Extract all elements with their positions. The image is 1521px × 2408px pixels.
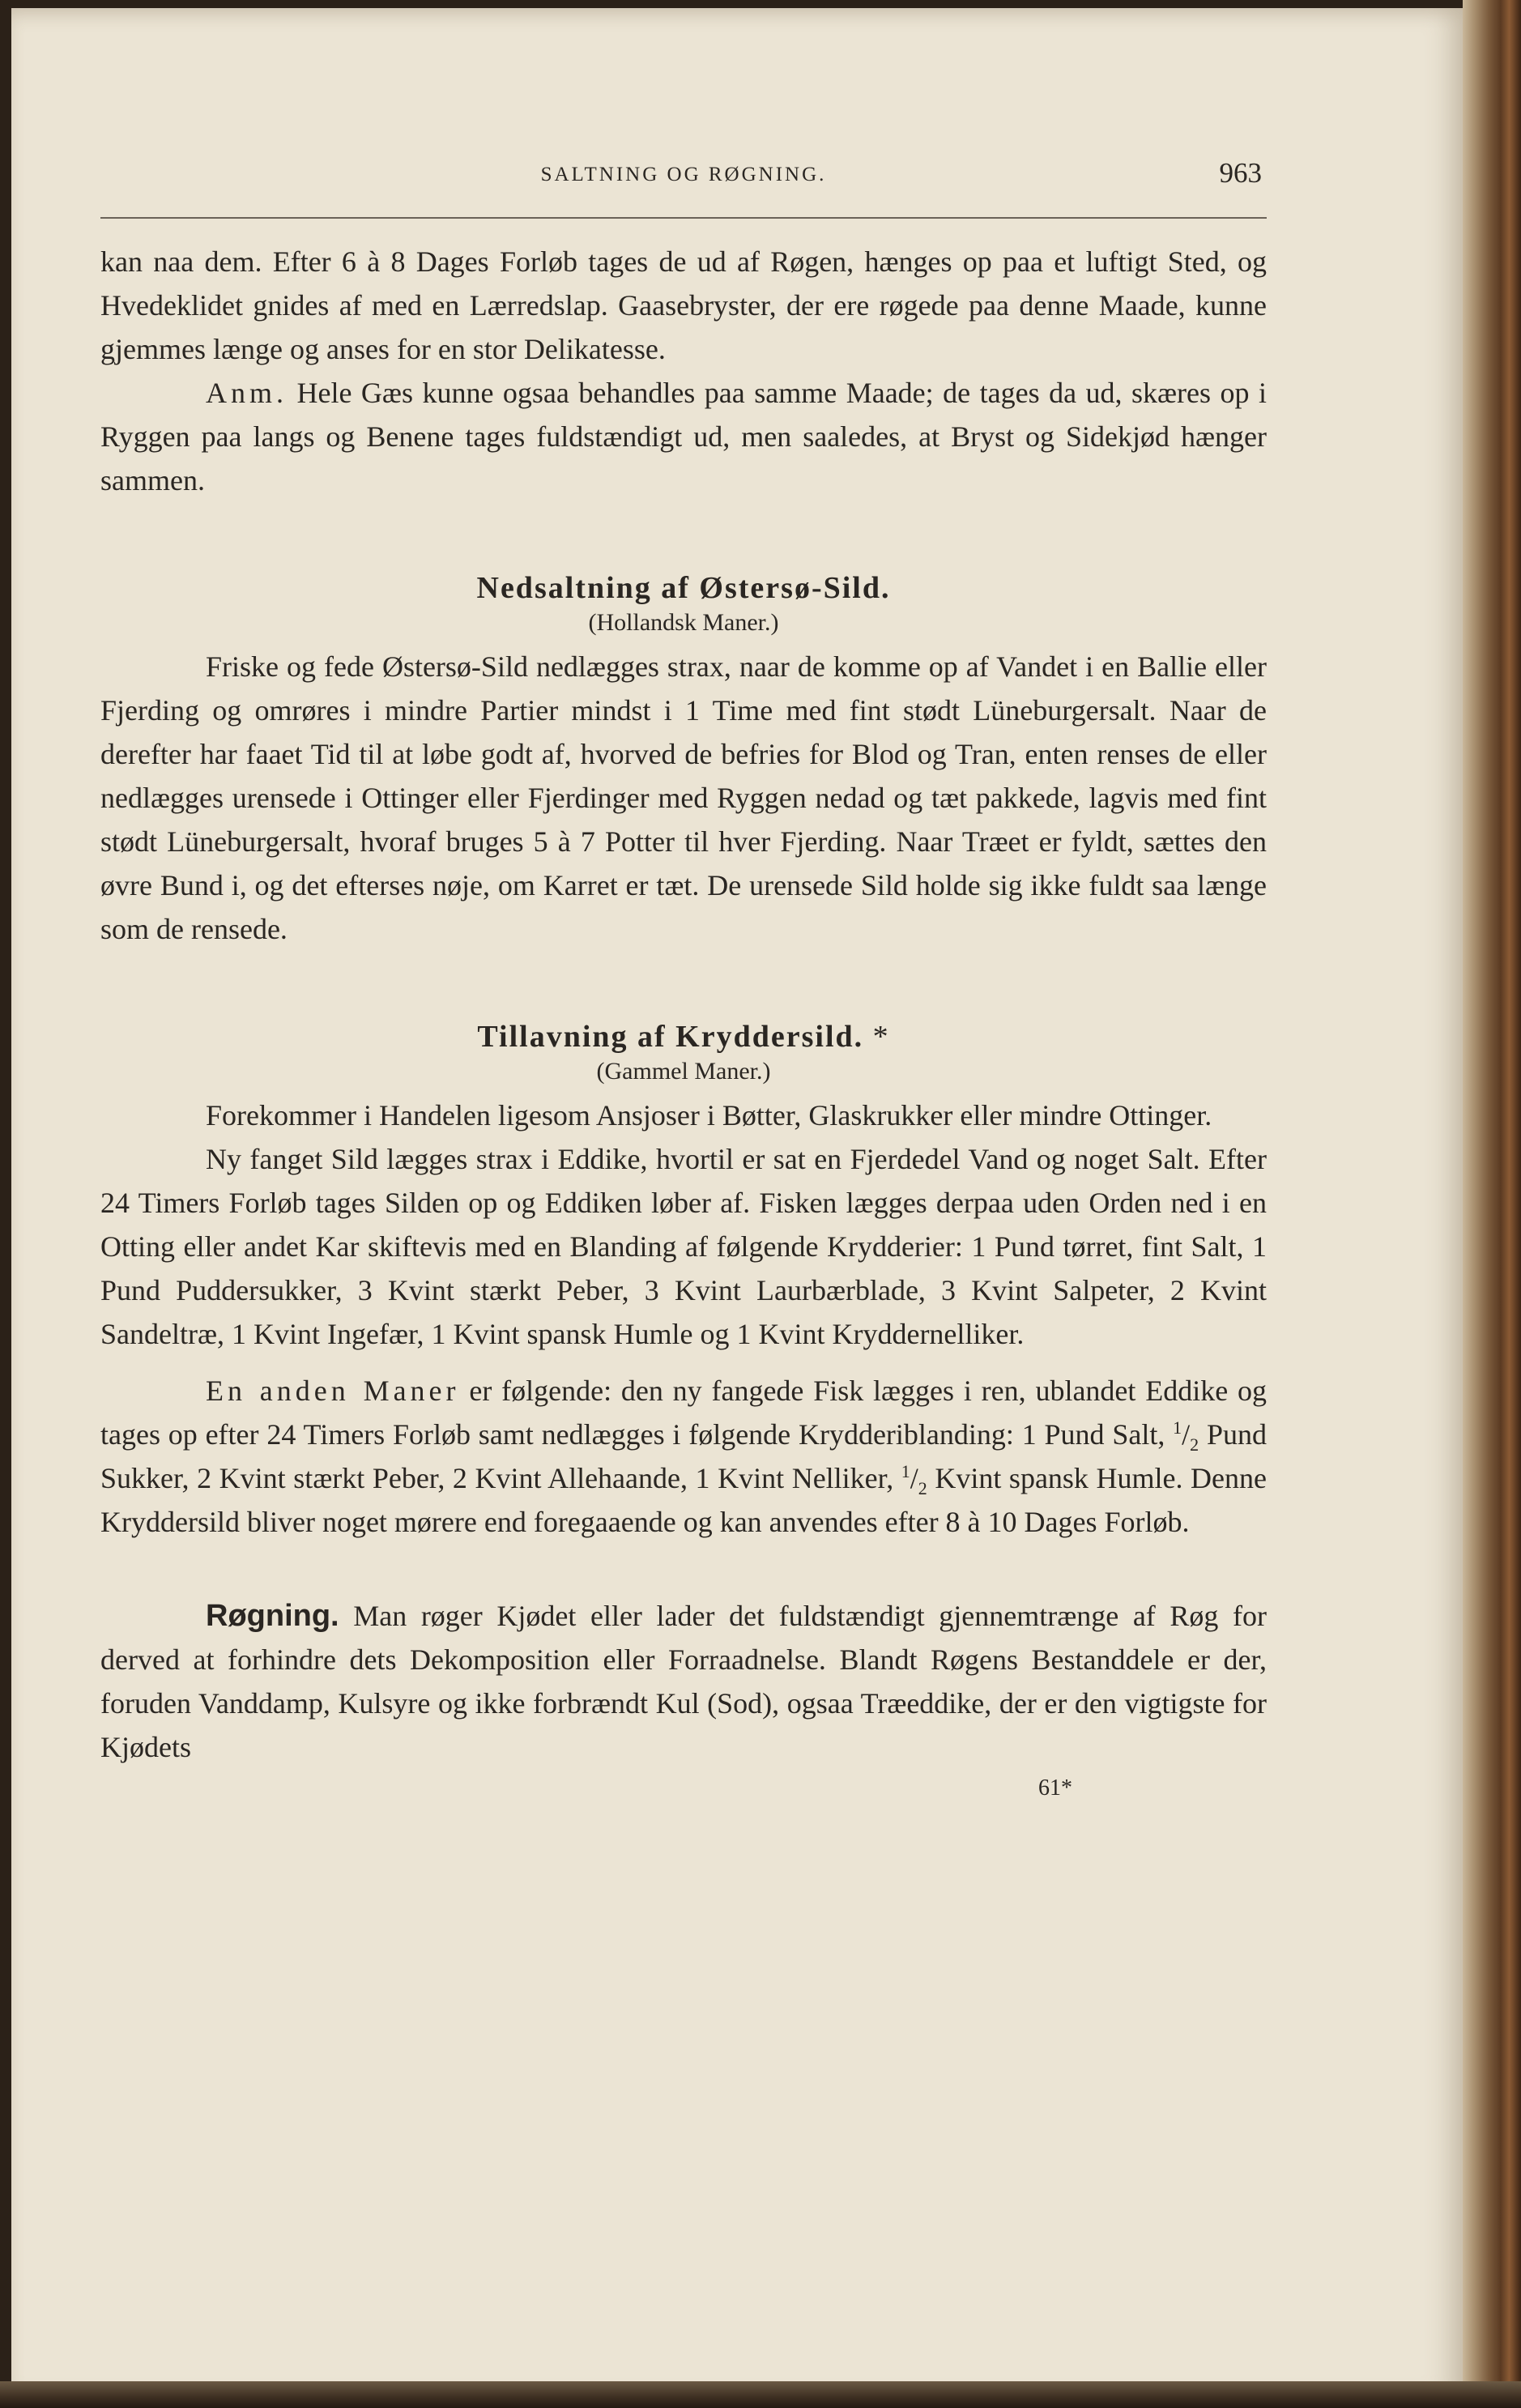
section-heading-kryddersild — [100, 1019, 1267, 1055]
book-page-edge — [1463, 0, 1521, 2408]
fraction-denominator: 2 — [1190, 1434, 1199, 1455]
p3-text-c: Kvint spansk Humle. Denne Kryddersild bliver noget mørere end foregaaende og kan anvendes efter 8 à 10 Dages Forløb. — [100, 1462, 1268, 1538]
anm-text: Hele Gæs kunne ogsaa behandles paa samme Maade; de tages da ud, skæres op i Ryggen paa langs og Benene tages fuldstændigt ud, men saaledes, at Bryst og Sidekjød hænger sammen. — [100, 377, 1267, 497]
kryddersild-paragraph-3: En anden Maner er følgende: den ny fangede Fisk lægges i ren, ublandet Eddike og tages op efter 24 Timers Forløb samt nedlægges i følgende Krydderiblanding: 1 Pund Salt, $^1/_2$ Pund Sukker, 2 Kvint stærkt Peber, 2 Kvint Allehaande, 1 Kvint Nelliker, $^1/_2$ Kvint spansk Humle. Denne Kryddersild bliver noget mørere end foregaaende og kan anvendes efter 8 à 10 Dages Forløb. — [100, 1374, 1268, 1538]
anm-label: Anm. — [206, 377, 288, 409]
p3-text-b: Pund Sukker, 2 Kvint stærkt Peber, 2 Kvint Allehaande, 1 Kvint Nelliker, — [100, 1418, 1267, 1494]
anm-paragraph — [100, 371, 1267, 502]
signature-mark: 61* — [1038, 1775, 1072, 1801]
section-subheading-hollandsk: (Hollandsk Maner.) — [588, 609, 779, 636]
kryddersild-paragraph-2: Ny fanget Sild lægges strax i Eddike, hvortil er sat en Fjerdedel Vand og noget Salt. Efter 24 Timers Forløb tages Silden op og Eddiken løber af. Fisken lægges derpaa uden Orden ned i en Otting eller andet Kar skiftevis med en Blanding af følgende Krydderier: 1 Pund tørret, fint Salt, 1 Pund Puddersukker, 3 Kvint stærkt Peber, 3 Kvint Laurbærblade, 3 Kvint Salpeter, 2 Kvint Sandeltræ, 1 Kvint Ingefær, 1 Kvint spansk Humle og 1 Kvint Kryddernelliker. — [100, 1143, 1267, 1350]
section-subheading-gammel: (Gammel Maner.) — [596, 1058, 771, 1085]
rogning-paragraph — [100, 1594, 1267, 1769]
footnote-mark: * — [863, 1020, 890, 1054]
running-title: SALTNING OG RØGNING. — [540, 164, 827, 185]
page-content — [100, 154, 1267, 1801]
book-bottom-edge — [0, 2381, 1521, 2408]
fraction-denominator-2: 2 — [918, 1478, 927, 1499]
rogning-text: Man røger Kjødet eller lader det fuldstændigt gjennemtrænge af Røg for derved at forhindre dets Dekomposition eller Forraadnelse. Blandt Røgens Bestanddele er der, foruden Vanddamp, Kulsyre og ikke forbrændt Kul (Sod), ogsaa Træeddike, der er den vigtigste for Kjødets — [100, 1600, 1267, 1763]
anden-maner-label: En anden Maner — [206, 1374, 460, 1407]
running-head — [100, 154, 1267, 202]
intro-paragraph: kan naa dem. Efter 6 à 8 Dages Forløb tages de ud af Røgen, hænges op paa et luftigt Sted, og Hvedeklidet gnides af med en Lærredslap. Gaasebryster, der ere røgede paa denne Maade, kunne gjemmes længe og anses for en stor Delikatesse. — [100, 245, 1267, 365]
fraction-numerator-2: 1 — [901, 1461, 910, 1481]
header-rule — [100, 217, 1267, 219]
kryddersild-paragraph-1: Forekommer i Handelen ligesom Ansjoser i Bøtter, Glaskrukker eller mindre Ottinger. — [206, 1099, 1212, 1132]
page-number: 963 — [1219, 157, 1262, 189]
section-heading-nedsaltning: Nedsaltning af Østersø-Sild. — [476, 571, 891, 605]
kryddersild-heading-text: Tillavning af Kryddersild. — [477, 1020, 864, 1054]
nedsaltning-paragraph: Friske og fede Østersø-Sild nedlægges strax, naar de komme op af Vandet i en Ballie eller Fjerding og omrøres i mindre Partier mindst i 1 Time med fint stødt Lüneburgersalt. Naar de derefter har faaet Tid til at løbe godt af, hvorved de befries for Blod og Tran, enten renses de eller nedlægges urensede i Ottinger eller Fjerdinger med Ryggen nedad og tæt pakkede, lagvis med fint stødt Lüneburgersalt, hvoraf bruges 5 à 7 Potter til hver Fjerding. Naar Træet er fyldt, sættes den øvre Bund i, og det efterses nøje, om Karret er tæt. De urensede Sild holde sig ikke fuldt saa længe som de rensede. — [100, 650, 1267, 945]
fraction-numerator: 1 — [1173, 1417, 1182, 1438]
p3-text-a: er følgende: den ny fangede Fisk lægges i ren, ublandet Eddike og tages op efter 24 Timers Forløb samt nedlægges i følgende Krydderiblanding: 1 Pund Salt, — [100, 1374, 1267, 1451]
rogning-run-in: Røgning. — [206, 1599, 339, 1633]
